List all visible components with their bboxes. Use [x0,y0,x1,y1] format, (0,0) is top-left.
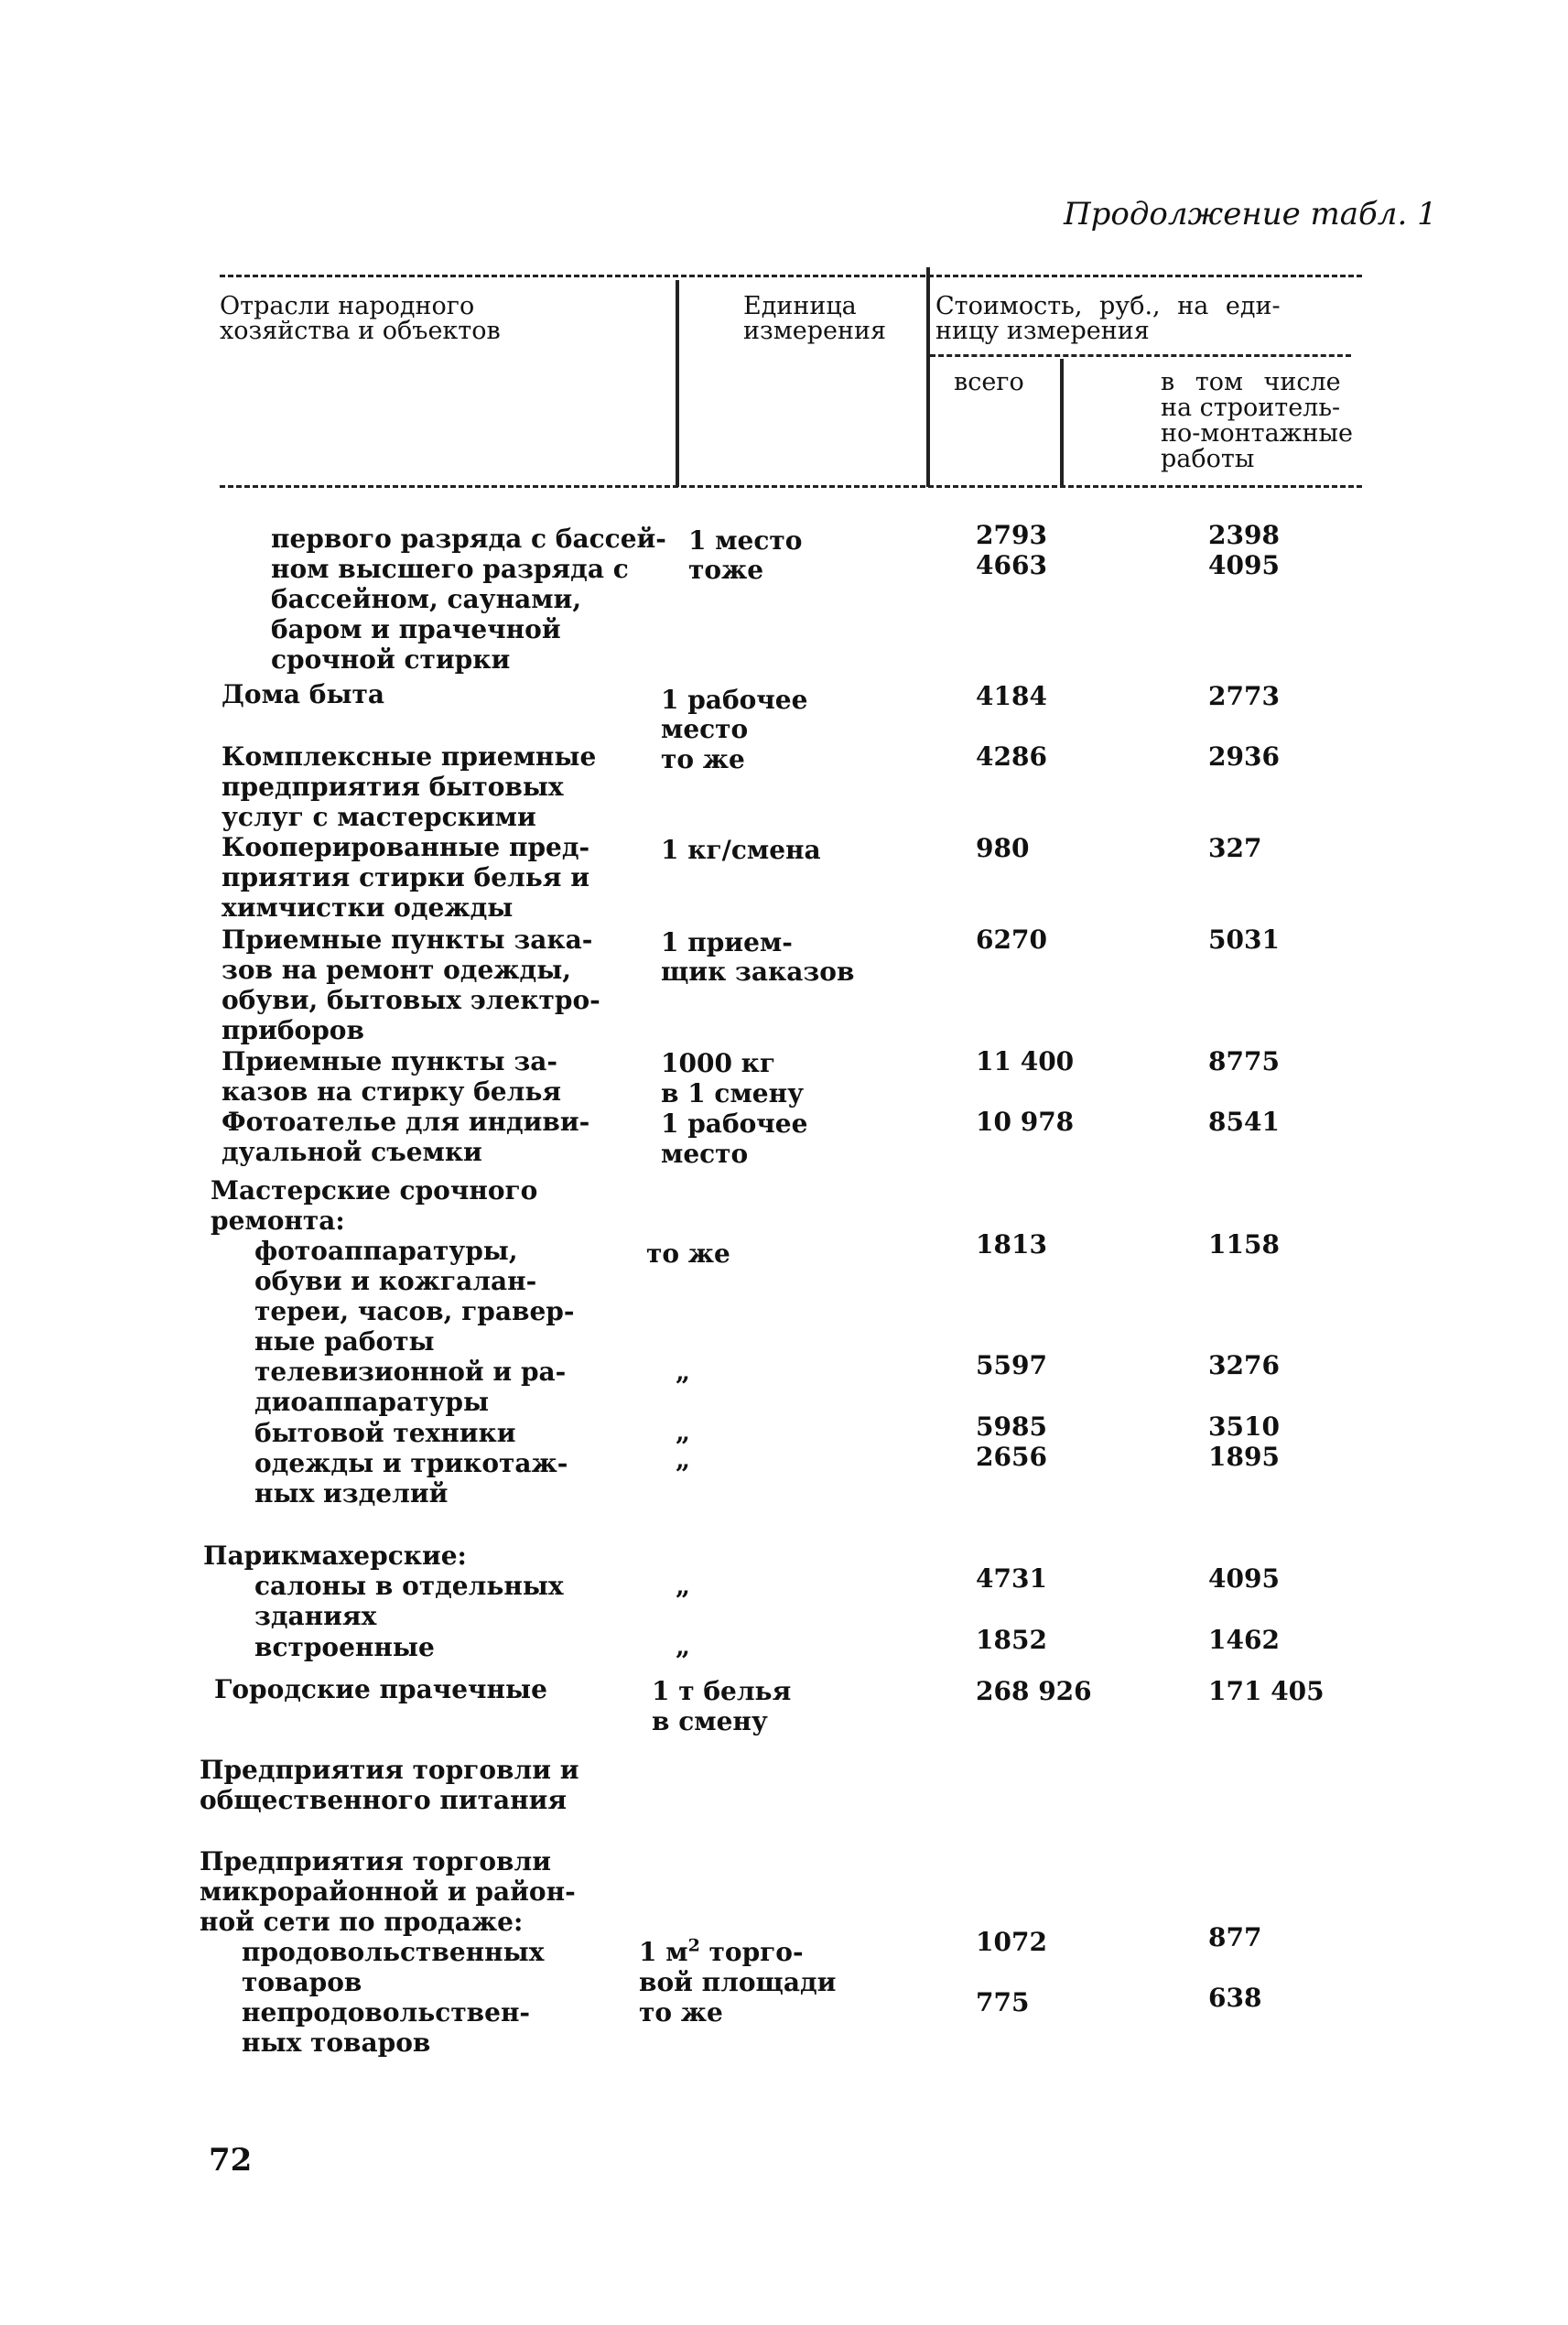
page-number: 72 [209,2142,253,2179]
header-divider-3 [1060,359,1064,487]
header-top-rule [220,275,1362,277]
header-divider-1 [676,280,679,487]
header-divider-2 [926,267,930,487]
table-caption: Продолжение табл. 1 [1064,196,1437,232]
header-bottom-rule [220,485,1362,488]
header-sub-rule [930,354,1351,357]
header-total: всего [954,368,1024,396]
